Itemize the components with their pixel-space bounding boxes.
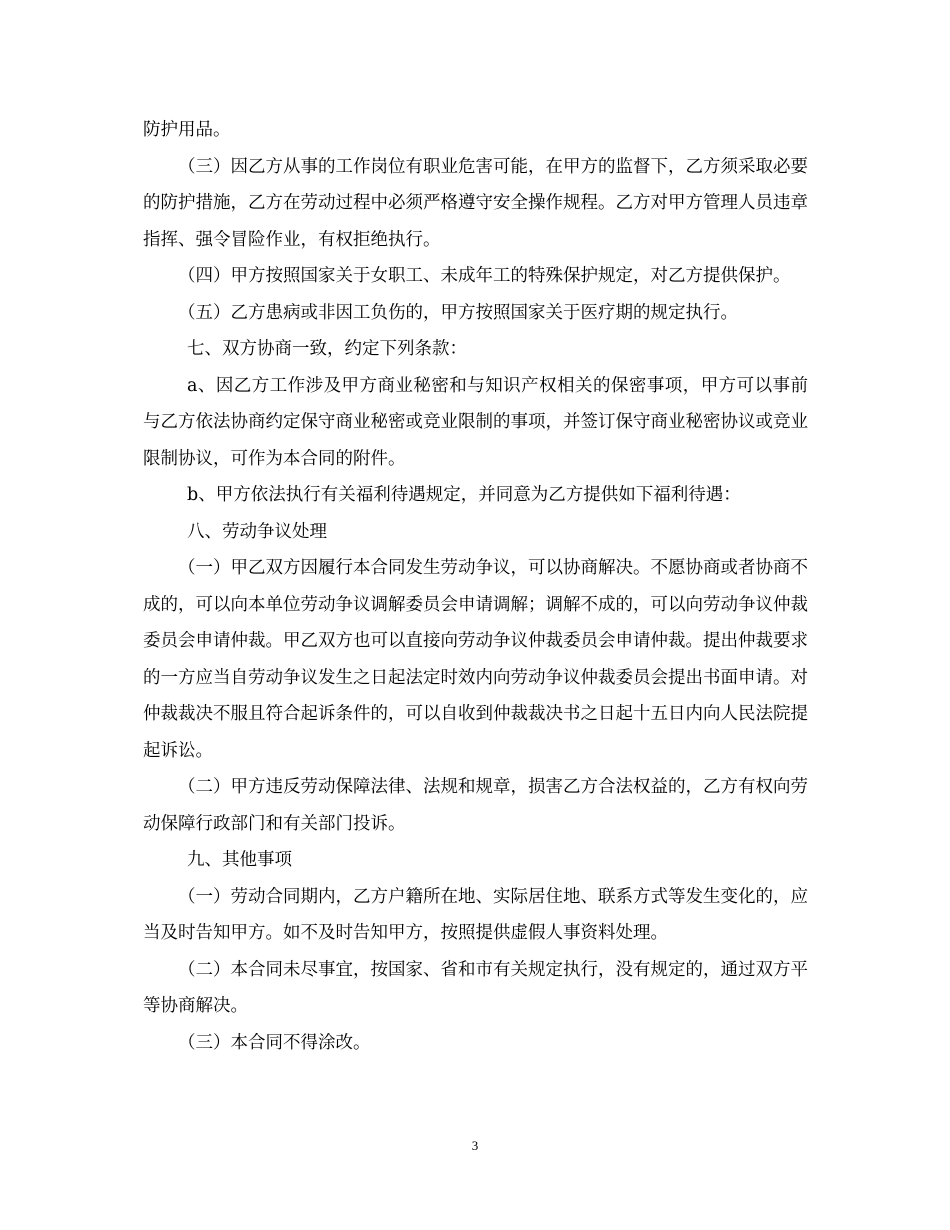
paragraph: 防护用品。 [143, 120, 231, 140]
paragraph: （一）甲乙双方因履行本合同发生劳动争议，可以协商解决。不愿协商或者协商不成的，可以向本单位劳动争议调解委员会申请调解；调解不成的，可以向劳动争议仲裁委员会申请仲裁。甲乙双方也可以直接向劳动争议仲裁委员会申请仲裁。提出仲裁要求的一方应当自劳动争议发生之日起法定时效内向劳动争议仲裁委员会提出书面申请。对仲裁裁决不服且符合起诉条件的，可以自收到仲裁裁决书之日起十五日内向人民法院提起诉讼。 [143, 558, 808, 761]
section-heading: 九、其他事项 [187, 850, 292, 870]
section-heading: 七、双方协商一致，约定下列条款： [187, 339, 467, 359]
paragraph: （四）甲方按照国家关于女职工、未成年工的特殊保护规定，对乙方提供保护。 [178, 266, 791, 286]
paragraph: （三）因乙方从事的工作岗位有职业危害可能，在甲方的监督下，乙方须采取必要的防护措施，乙方在劳动过程中必须严格遵守安全操作规程。乙方对甲方管理人员违章指挥、强令冒险作业，有权拒绝执行。 [143, 156, 808, 250]
paragraph: （五）乙方患病或非因工负伤的，甲方按照国家关于医疗期的规定执行。 [178, 302, 738, 323]
paragraph: （三）本合同不得涂改。 [178, 1032, 371, 1053]
paragraph: a、因乙方工作涉及甲方商业秘密和与知识产权相关的保密事项，甲方可以事前与乙方依法协商约定保守商业秘密或竞业限制的事项，并签订保守商业秘密协议或竞业限制协议，可作为本合同的附件。 [143, 375, 808, 469]
paragraph: （二）甲方违反劳动保障法律、法规和规章，损害乙方合法权益的，乙方有权向劳动保障行政部门和有关部门投诉。 [143, 777, 808, 834]
paragraph: （一）劳动合同期内，乙方户籍所在地、实际居住地、联系方式等发生变化的，应当及时告知甲方。如不及时告知甲方，按照提供虚假人事资料处理。 [143, 886, 808, 943]
paragraph: b、甲方依法执行有关福利待遇规定，并同意为乙方提供如下福利待遇： [187, 485, 741, 505]
document-body [143, 112, 808, 1061]
section-heading: 八、劳动争议处理 [187, 521, 327, 542]
page-number: 3 [471, 1138, 479, 1153]
paragraph: （二）本合同未尽事宜，按国家、省和市有关规定执行，没有规定的，通过双方平等协商解决。 [143, 959, 808, 1016]
